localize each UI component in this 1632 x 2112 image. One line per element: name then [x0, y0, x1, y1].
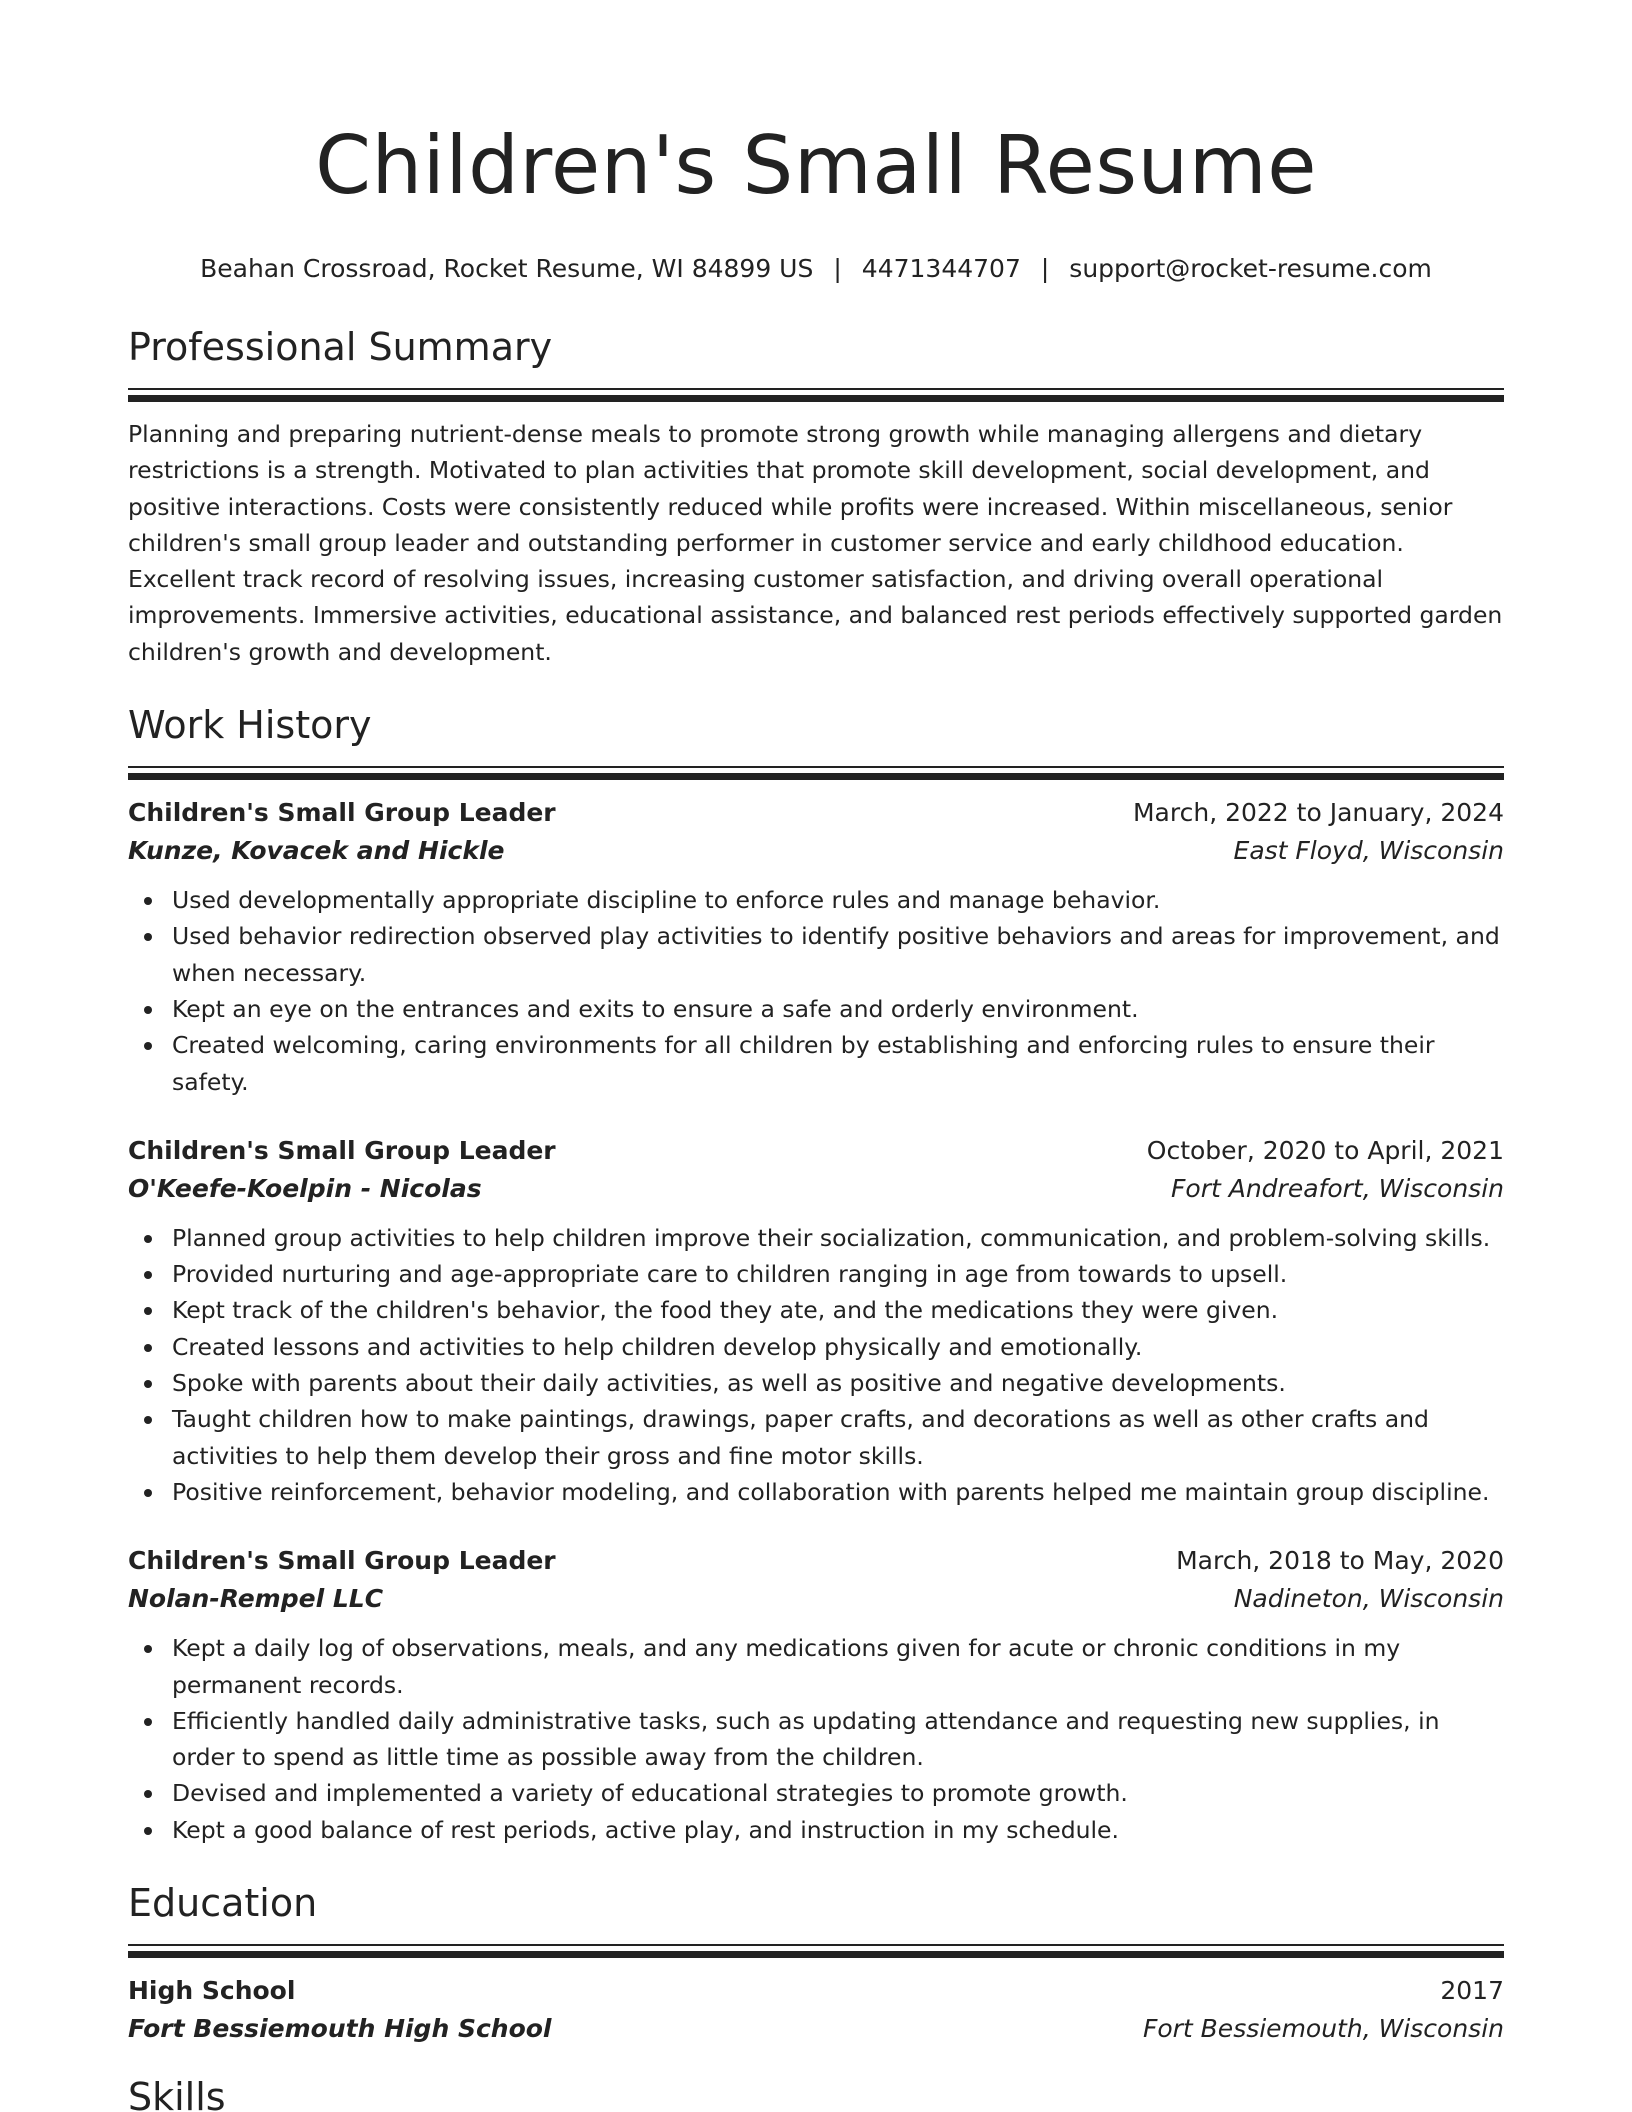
section-divider	[128, 766, 1504, 780]
job-location: East Floyd, Wisconsin	[1233, 836, 1504, 866]
list-item: Positive reinforcement, behavior modeling, and collaboration with parents helped me maintain group discipline.	[128, 1474, 1504, 1510]
section-title-work-history: Work History	[128, 703, 372, 748]
job-company: Kunze, Kovacek and Hickle	[128, 836, 505, 866]
list-item: Kept an eye on the entrances and exits to ensure a safe and orderly environment.	[128, 991, 1504, 1027]
list-item: Devised and implemented a variety of educational strategies to promote growth.	[128, 1775, 1504, 1811]
contact-address: Beahan Crossroad, Rocket Resume, WI 84899 US	[200, 254, 814, 283]
job-title: Children's Small Group Leader	[128, 798, 556, 828]
list-item: Kept a daily log of observations, meals, and any medications given for acute or chronic conditions in my permanent records.	[128, 1630, 1504, 1703]
job-dates: March, 2022 to January, 2024	[1132, 798, 1504, 828]
work-history-section	[128, 703, 1504, 1848]
education-section	[128, 1881, 1504, 2048]
section-title-summary: Professional Summary	[128, 325, 553, 369]
section-title-skills: Skills	[128, 2075, 226, 2112]
list-item: Used developmentally appropriate discipline to enforce rules and manage behavior.	[128, 882, 1504, 918]
job-entry	[128, 794, 1504, 1100]
job-location: Fort Andreafort, Wisconsin	[1171, 1173, 1504, 1203]
summary-text: Planning and preparing nutrient-dense meals to promote strong growth while managing allergens and dietary restrictions is a strength. Motivated to plan activities that promote skill development, social development, and positive interactions. Costs were consistently reduced while profits were increased. Within miscellaneous, senior children's small group leader and outstanding performer in customer service and early childhood education. Excellent track record of resolving issues, increasing customer satisfaction, and driving overall operational improvements. Immersive activities, educational assistance, and balanced rest periods effectively supported garden children's growth and development.	[128, 420, 1503, 666]
job-title: Children's Small Group Leader	[128, 1546, 556, 1576]
job-company: O'Keefe-Koelpin - Nicolas	[128, 1173, 482, 1203]
list-item: Spoke with parents about their daily activities, as well as positive and negative developments.	[128, 1365, 1504, 1401]
education-school: Fort Bessiemouth High School	[128, 2014, 552, 2044]
list-item: Taught children how to make paintings, drawings, paper crafts, and decorations as well as other crafts and activities to help them develop their gross and fine motor skills.	[128, 1401, 1504, 1474]
skills-section	[128, 2075, 1504, 2112]
job-dates: March, 2018 to May, 2020	[1176, 1546, 1504, 1576]
education-entry	[128, 1972, 1504, 2048]
job-location: Nadineton, Wisconsin	[1233, 1584, 1504, 1614]
contact-line	[128, 254, 1504, 284]
contact-phone: 4471344707	[861, 254, 1021, 283]
section-divider	[128, 1944, 1504, 1958]
contact-separator: |	[1040, 254, 1050, 283]
list-item: Efficiently handled daily administrative tasks, such as updating attendance and requesting new supplies, in order to spend as little time as possible away from the children.	[128, 1703, 1504, 1776]
job-dates: October, 2020 to April, 2021	[1146, 1135, 1504, 1165]
list-item: Planned group activities to help children improve their socialization, communication, and problem-solving skills.	[128, 1220, 1504, 1256]
education-location: Fort Bessiemouth, Wisconsin	[1142, 2014, 1504, 2044]
summary-section	[128, 325, 1504, 670]
job-bullets	[128, 1630, 1504, 1848]
education-degree: High School	[128, 1976, 296, 2006]
section-title-education: Education	[128, 1881, 318, 1926]
list-item: Provided nurturing and age-appropriate care to children ranging in age from towards to upsell.	[128, 1256, 1504, 1292]
list-item: Created lessons and activities to help children develop physically and emotionally.	[128, 1329, 1504, 1365]
job-title: Children's Small Group Leader	[128, 1135, 556, 1165]
education-year: 2017	[1440, 1976, 1504, 2006]
section-divider	[128, 388, 1504, 402]
contact-email: support@rocket-resume.com	[1069, 254, 1432, 283]
job-bullets	[128, 882, 1504, 1100]
resume-name: Children's Small Resume	[315, 119, 1317, 212]
job-entry	[128, 1542, 1504, 1848]
list-item: Kept track of the children's behavior, the food they ate, and the medications they were given.	[128, 1292, 1504, 1328]
job-bullets	[128, 1220, 1504, 1510]
job-entry	[128, 1132, 1504, 1510]
job-company: Nolan-Rempel LLC	[128, 1584, 384, 1614]
list-item: Used behavior redirection observed play activities to identify positive behaviors and areas for improvement, and when necessary.	[128, 918, 1504, 991]
list-item: Created welcoming, caring environments for all children by establishing and enforcing rules to ensure their safety.	[128, 1027, 1504, 1100]
list-item: Kept a good balance of rest periods, active play, and instruction in my schedule.	[128, 1812, 1504, 1848]
contact-separator: |	[833, 254, 842, 283]
